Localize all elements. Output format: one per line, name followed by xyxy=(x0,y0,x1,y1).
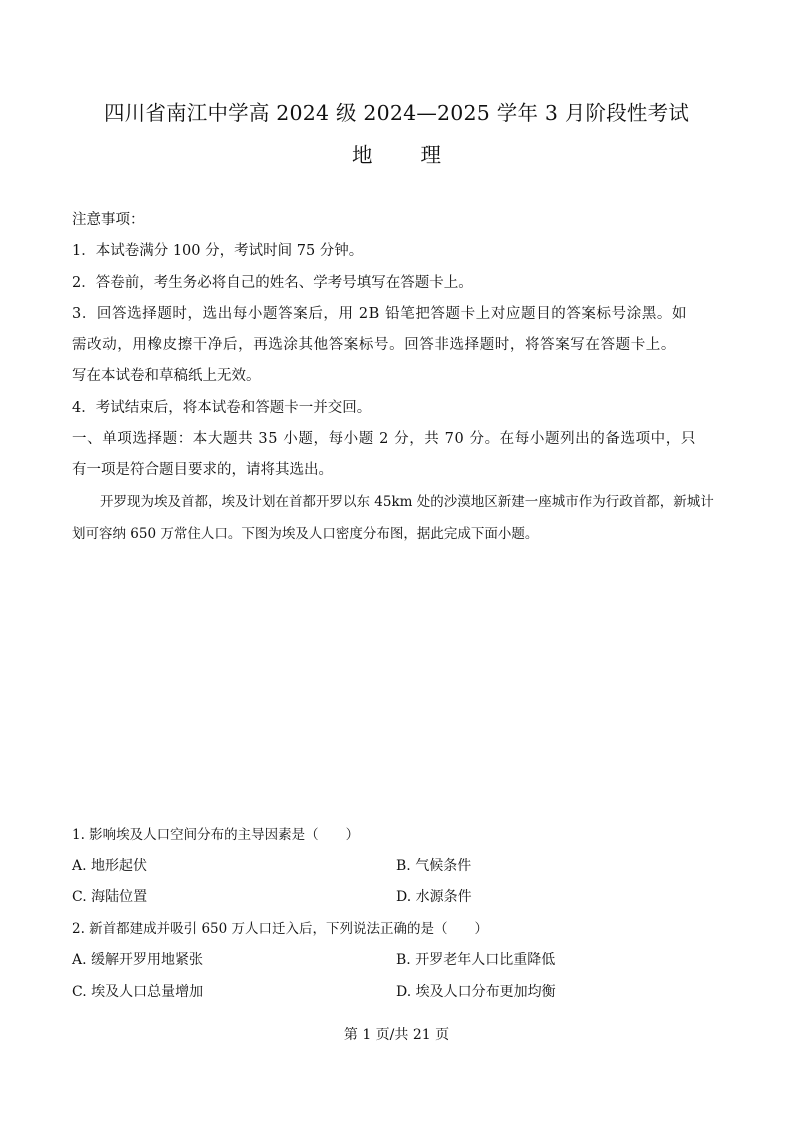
question-2-stem: 2. 新首都建成并吸引 650 万人口迁入后，下列说法正确的是（ ） xyxy=(72,921,489,937)
subject-char-2: 理 xyxy=(420,143,441,167)
subject-char-1: 地 xyxy=(352,143,373,167)
question-1-option-d[interactable]: D. 水源条件 xyxy=(396,889,472,905)
page-number: 第 1 页/共 21 页 xyxy=(343,1027,450,1043)
question-1-stem: 1. 影响埃及人口空间分布的主导因素是（ ） xyxy=(72,827,360,843)
exam-title: 四川省南江中学高 2024 级 2024—2025 学年 3 月阶段性考试 xyxy=(103,101,690,125)
note-item-2: 2．答卷前，考生务必将自己的姓名、学考号填写在答题卡上。 xyxy=(72,275,473,291)
note-item-3-line-2: 需改动，用橡皮擦干净后，再选涂其他答案标号。回答非选择题时，将答案写在答题卡上。 xyxy=(72,337,676,353)
section-heading-line-1: 一、单项选择题：本大题共 35 小题，每小题 2 分，共 70 分。在每小题列出的备选项中，只 xyxy=(72,431,696,447)
passage-line-2: 划可容纳 650 万常住人口。下图为埃及人口密度分布图，据此完成下面小题。 xyxy=(72,526,539,542)
passage-line-1: 开罗现为埃及首都，埃及计划在首都开罗以东 45km 处的沙漠地区新建一座城市作为行政首都，新城计 xyxy=(100,494,714,510)
note-item-4: 4．考试结束后，将本试卷和答题卡一并交回。 xyxy=(72,400,372,416)
question-1-option-c[interactable]: C. 海陆位置 xyxy=(72,889,148,905)
subject-title xyxy=(0,138,793,168)
question-1-option-a[interactable]: A. 地形起伏 xyxy=(72,858,148,874)
notes-heading: 注意事项： xyxy=(72,212,145,228)
population-density-map-placeholder xyxy=(72,560,722,810)
question-2-option-d[interactable]: D. 埃及人口分布更加均衡 xyxy=(396,984,556,1000)
section-heading-line-2: 有一项是符合题目要求的，请将其选出。 xyxy=(72,462,333,478)
question-2-option-b[interactable]: B. 开罗老年人口比重降低 xyxy=(396,952,556,968)
question-2-option-a[interactable]: A. 缓解开罗用地紧张 xyxy=(72,952,204,968)
note-item-3-line-3: 写在本试卷和草稿纸上无效。 xyxy=(72,368,261,384)
note-item-3-line-1: 3．回答选择题时，选出每小题答案后，用 2B 铅笔把答题卡上对应题目的答案标号涂黑。如 xyxy=(72,306,688,322)
question-1-option-b[interactable]: B. 气候条件 xyxy=(396,858,472,874)
note-item-1: 1．本试卷满分 100 分，考试时间 75 分钟。 xyxy=(72,243,364,259)
question-2-option-c[interactable]: C. 埃及人口总量增加 xyxy=(72,984,204,1000)
